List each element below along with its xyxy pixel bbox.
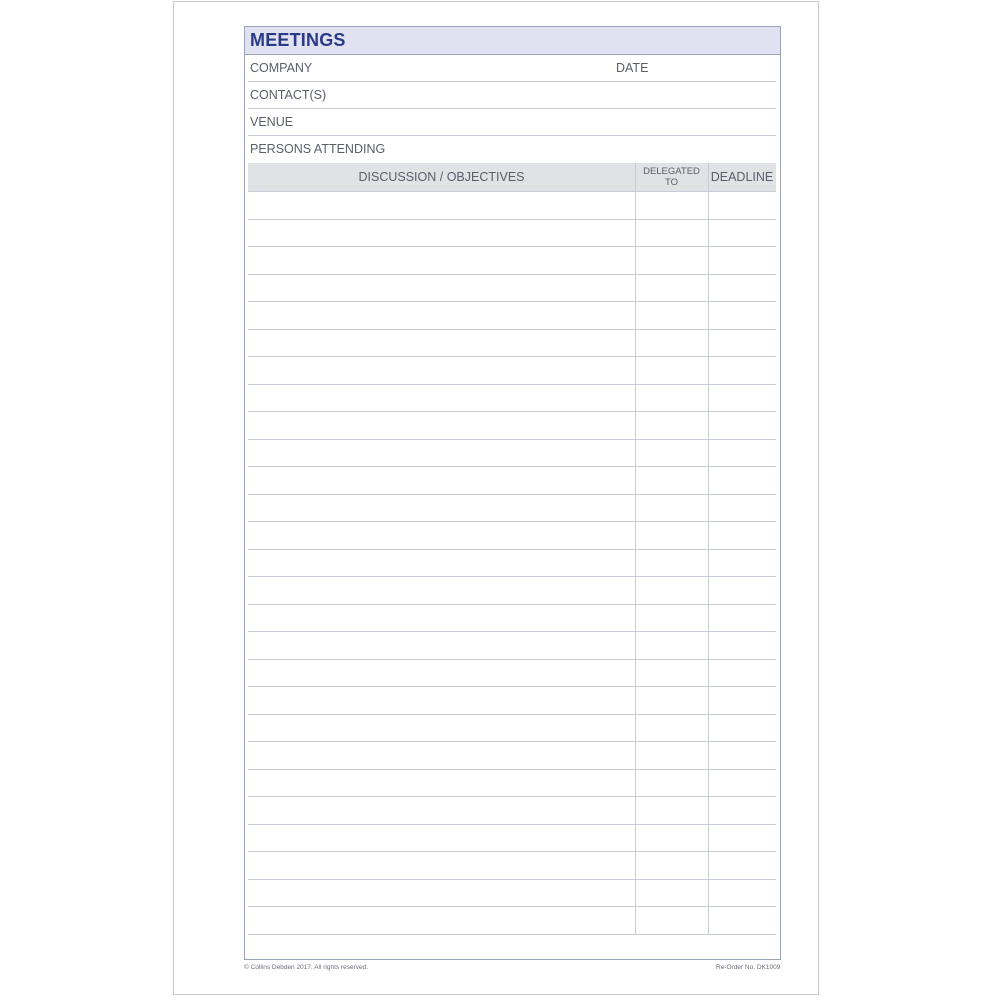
title-bar [245,27,780,55]
table-row-line [248,604,776,605]
form-title: MEETINGS [250,30,346,50]
discussion-header: DISCUSSION / OBJECTIVES [358,170,525,184]
deadline-header: DEADLINE [710,170,774,184]
table-header [248,163,776,191]
table-row-line [248,851,776,852]
table-row-line [248,631,776,632]
table-row-line [248,741,776,742]
table-row-line [248,549,776,550]
company-row[interactable] [248,55,776,82]
table-row-line [248,301,776,302]
table-row-line [248,274,776,275]
table-row-line [248,879,776,880]
table-row-line [248,439,776,440]
table-row-line [248,796,776,797]
persons-attending-label: PERSONS ATTENDING [250,142,386,156]
table-row-line [248,934,776,935]
company-label: COMPANY [250,61,313,75]
delegated-header-line1: DELEGATED [643,166,700,177]
table-row-line [248,466,776,467]
table-row-line [248,246,776,247]
table-row-line [248,576,776,577]
table-row-line [248,384,776,385]
table-row-line [248,769,776,770]
table-row-line [248,714,776,715]
table-row-line [248,411,776,412]
date-label: DATE [616,61,649,75]
table-row-line [248,219,776,220]
meetings-form [244,26,781,960]
table-row-line [248,824,776,825]
reorder-text: Re-Order No. DK1009 [716,964,781,971]
table-row-line [248,356,776,357]
discussion-table [248,163,776,935]
table-row-line [248,191,776,192]
table-row-line [248,329,776,330]
delegated-header [635,163,708,191]
persons-attending-row[interactable] [248,136,776,163]
venue-row[interactable] [248,109,776,136]
contacts-row[interactable] [248,82,776,109]
venue-label: VENUE [250,115,294,129]
delegated-header-line2: TO [664,177,679,188]
copyright-text: © Collins Debden 2017. All rights reserved. [244,964,369,971]
table-row-line [248,686,776,687]
table-row-line [248,906,776,907]
table-row-line [248,659,776,660]
contacts-label: CONTACT(S) [250,88,327,102]
table-row-line [248,521,776,522]
table-row-line [248,494,776,495]
